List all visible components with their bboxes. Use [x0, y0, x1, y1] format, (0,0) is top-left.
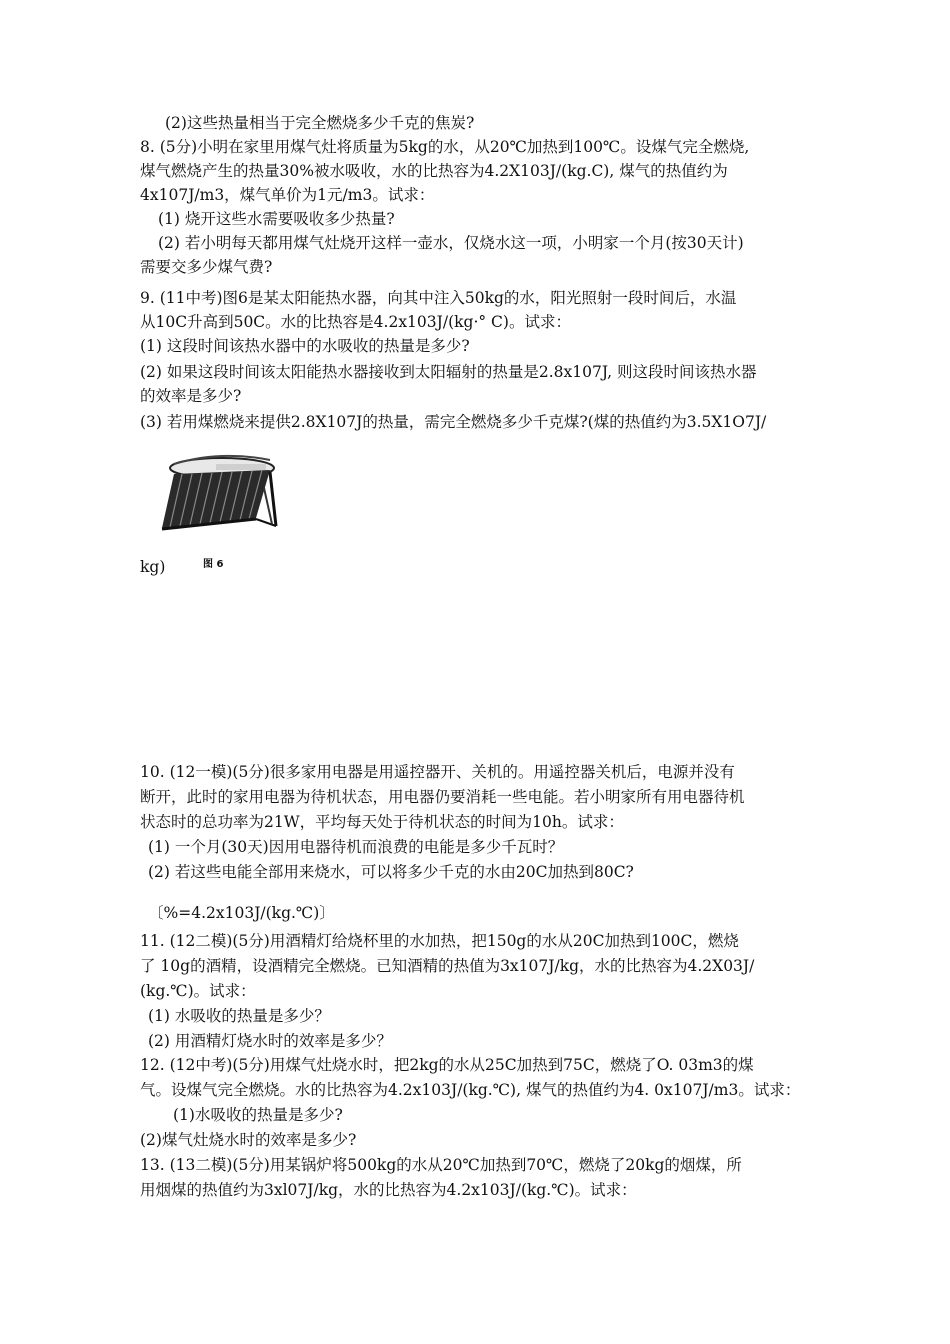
text-line: (2) 用酒精灯烧水时的效率是多少？ [148, 1032, 392, 1050]
text-line: 4x107J/m3，煤气单价为1元/m3。试求： [140, 186, 435, 204]
text-line: (kg.℃)。试求： [140, 982, 256, 1000]
text-line: (1) 烧开这些水需要吸收多少热量? [158, 210, 395, 228]
figure-caption: 图 6 [203, 559, 224, 570]
formula-line: 〔%=4.2x103J/(kg.℃)〕 [148, 904, 335, 922]
question-9-line: 9. (11中考)图6是某太阳能热水器，向其中注入50kg的水，阳光照射一段时间后，水温 [140, 289, 737, 307]
text-line: (3) 若用煤燃烧来提供2.8X107J的热量，需完全燃烧多少千克煤?(煤的热值约为3.5X1O7J/ [140, 413, 767, 431]
question-11-line: 11. (12二模)(5分)用酒精灯给烧杯里的水加热，把150g的水从20C加热到100C，燃烧 [140, 932, 739, 950]
text-line: (1) 水吸收的热量是多少？ [148, 1007, 330, 1025]
question-13-line: 13. (13二模)(5分)用某锅炉将500kg的水从20℃加热到70℃，燃烧了20kg的烟煤，所 [140, 1156, 742, 1174]
question-10-line: 10. (12一模)(5分)很多家用电器是用遥控器开、关机的。用遥控器关机后，电源并没有 [140, 763, 735, 781]
text-line: 从10C升高到50C。水的比热容是4.2x103J/(kg·° C)。试求： [140, 313, 571, 331]
text-line: (2)这些热量相当于完全燃烧多少千克的焦炭? [165, 114, 475, 132]
question-8-line: 8. (5分)小明在家里用煤气灶将质量为5kg的水，从20℃加热到100℃。设煤气完全燃烧, [140, 138, 750, 156]
question-12-line: 12. (12中考)(5分)用煤气灶烧水时，把2kg的水从25C加热到75C，燃烧了O. 03m3的煤 [140, 1056, 754, 1074]
text-line: 的效率是多少? [140, 387, 242, 405]
text-line: (1) 这段时间该热水器中的水吸收的热量是多少? [140, 337, 470, 355]
text-line: (1) 一个月(30天)因用电器待机而浪费的电能是多少千瓦时？ [148, 838, 564, 856]
text-line: 需要交多少煤气费? [140, 258, 273, 276]
text-line: (2) 若这些电能全部用来烧水，可以将多少千克的水由20C加热到80C? [148, 863, 634, 881]
text-line: 断开，此时的家用电器为待机状态，用电器仍要消耗一些电能。若小明家所有用电器待机 [140, 788, 745, 806]
text-line: 煤气燃烧产生的热量30%被水吸收，水的比热容为4.2X103J/(kg.C), 煤气的热值约为 [140, 162, 728, 180]
text-line: 状态时的总功率为21W，平均每天处于待机状态的时间为10h。试求： [140, 813, 624, 831]
text-line: 气。设煤气完全燃烧。水的比热容为4.2x103J/(kg.℃), 煤气的热值约为4. 0x107J/m3。试求： [140, 1081, 801, 1099]
text-line: kg) [140, 558, 166, 576]
text-line: (2) 若小明每天都用煤气灶烧开这样一壶水，仅烧水这一项，小明家一个月(按30天计) [158, 234, 744, 252]
solar-water-heater-image [160, 448, 280, 548]
text-line: (2) 如果这段时间该太阳能热水器接收到太阳辐射的热量是2.8x107J, 则这段时间该热水器 [140, 363, 757, 381]
text-line: (1)水吸收的热量是多少? [173, 1106, 343, 1124]
text-line: 用烟煤的热值约为3xl07J/kg，水的比热容为4.2x103J/(kg.℃)。试求： [140, 1181, 637, 1199]
text-line: 了 10g的酒精，设酒精完全燃烧。已知酒精的热值为3x107J/kg，水的比热容为4.2X03J/ [140, 957, 755, 975]
text-line: (2)煤气灶烧水时的效率是多少? [140, 1131, 357, 1149]
